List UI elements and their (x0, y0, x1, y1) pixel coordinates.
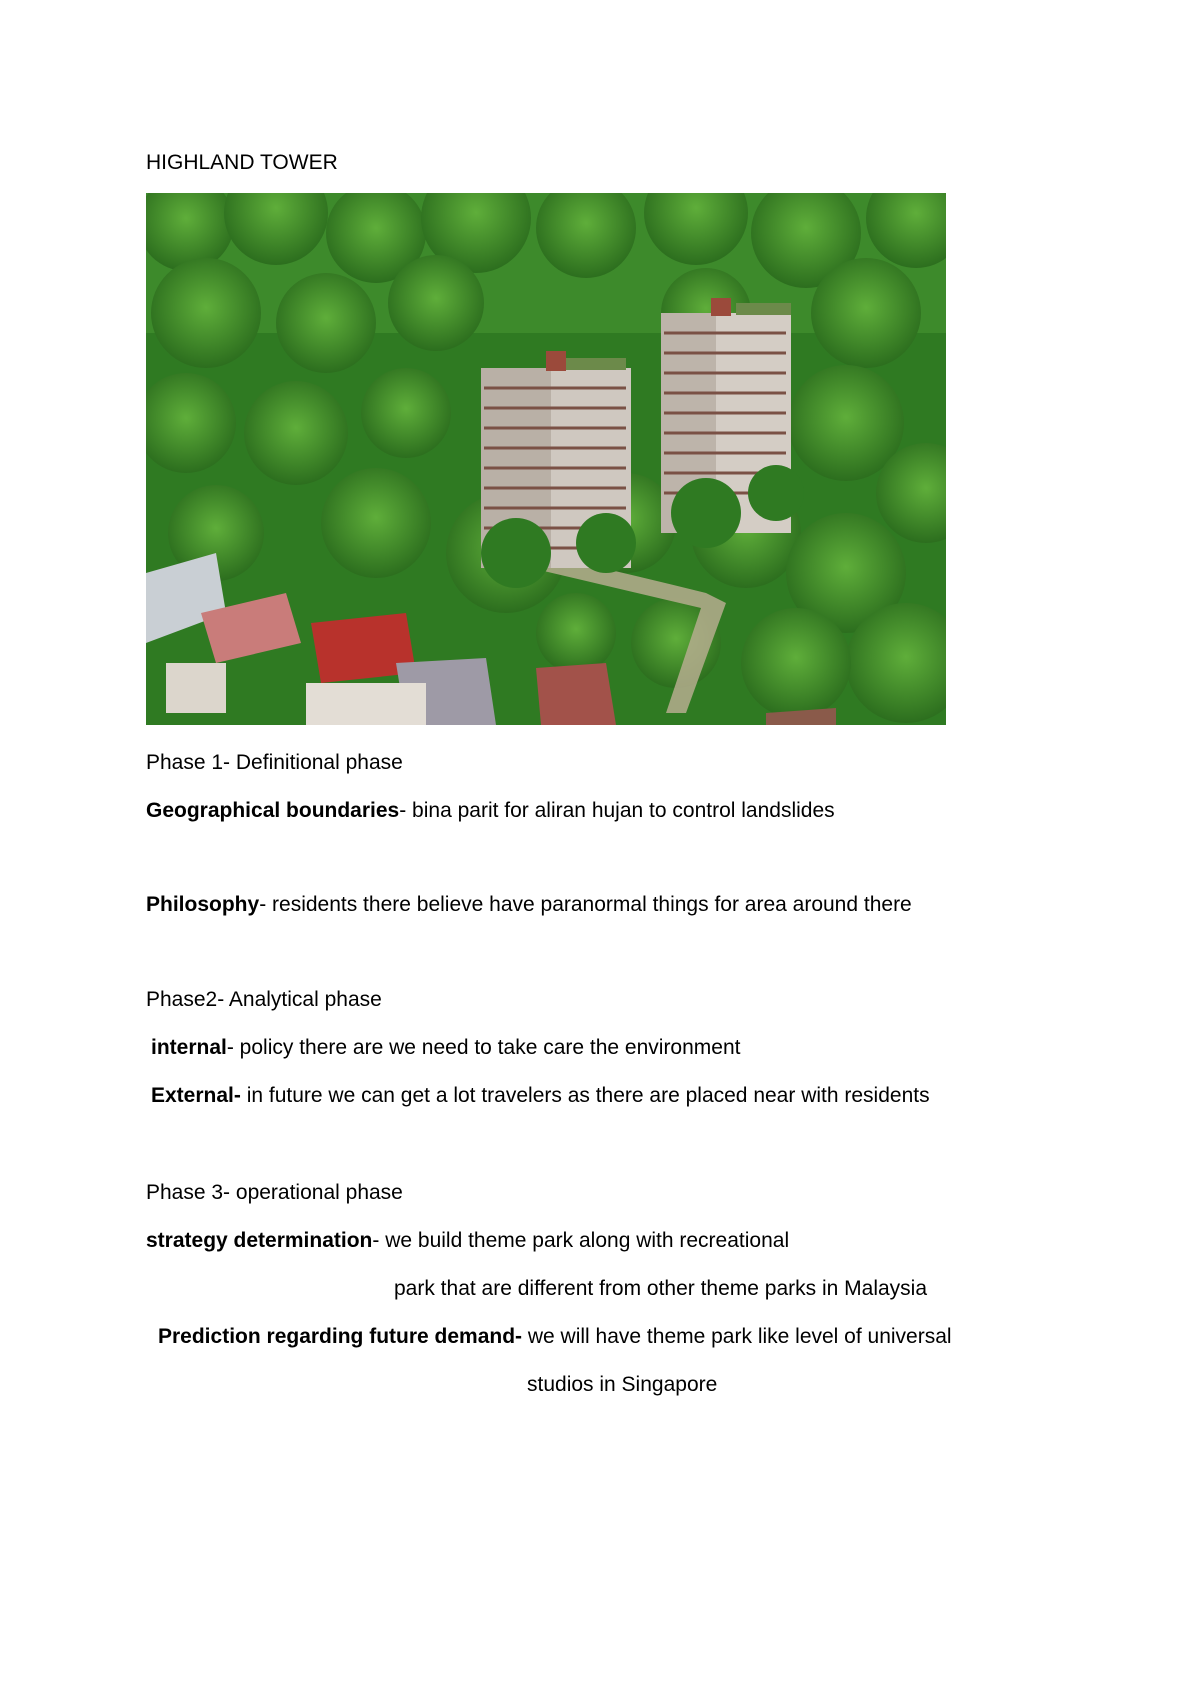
highland-tower-photo (146, 193, 946, 725)
strategy-label: strategy determination (146, 1229, 373, 1252)
internal-label: internal (151, 1036, 227, 1059)
phase1-heading: Phase 1- Definitional phase (146, 751, 403, 774)
phase2-heading: Phase2- Analytical phase (146, 988, 382, 1011)
internal-text: - policy there are we need to take care the environment (226, 1036, 741, 1059)
philosophy-label: Philosophy (146, 893, 260, 916)
philosophy-line (146, 892, 912, 918)
geo-boundaries-label: Geographical boundaries (146, 799, 400, 822)
external-text: in future we can get a lot travelers as there are placed near with residents (240, 1084, 930, 1107)
external-line (151, 1083, 930, 1109)
strategy-line (146, 1228, 789, 1254)
geo-boundaries-line (146, 798, 835, 824)
phase3-heading: Phase 3- operational phase (146, 1181, 403, 1204)
strategy-text: - we build theme park along with recreational (372, 1229, 790, 1252)
prediction-text: we will have theme park like level of universal (522, 1325, 952, 1348)
external-label: External- (151, 1084, 241, 1107)
prediction-continuation: studios in Singapore (527, 1373, 718, 1396)
prediction-label: Prediction regarding future demand- (158, 1325, 523, 1348)
strategy-continuation: park that are different from other theme parks in Malaysia (394, 1277, 928, 1300)
internal-line (151, 1035, 740, 1061)
philosophy-text: - residents there believe have paranormal things for area around there (259, 893, 912, 916)
document-title: HIGHLAND TOWER (146, 151, 338, 174)
geo-boundaries-text: - bina parit for aliran hujan to control landslides (399, 799, 835, 822)
prediction-line (158, 1324, 952, 1350)
